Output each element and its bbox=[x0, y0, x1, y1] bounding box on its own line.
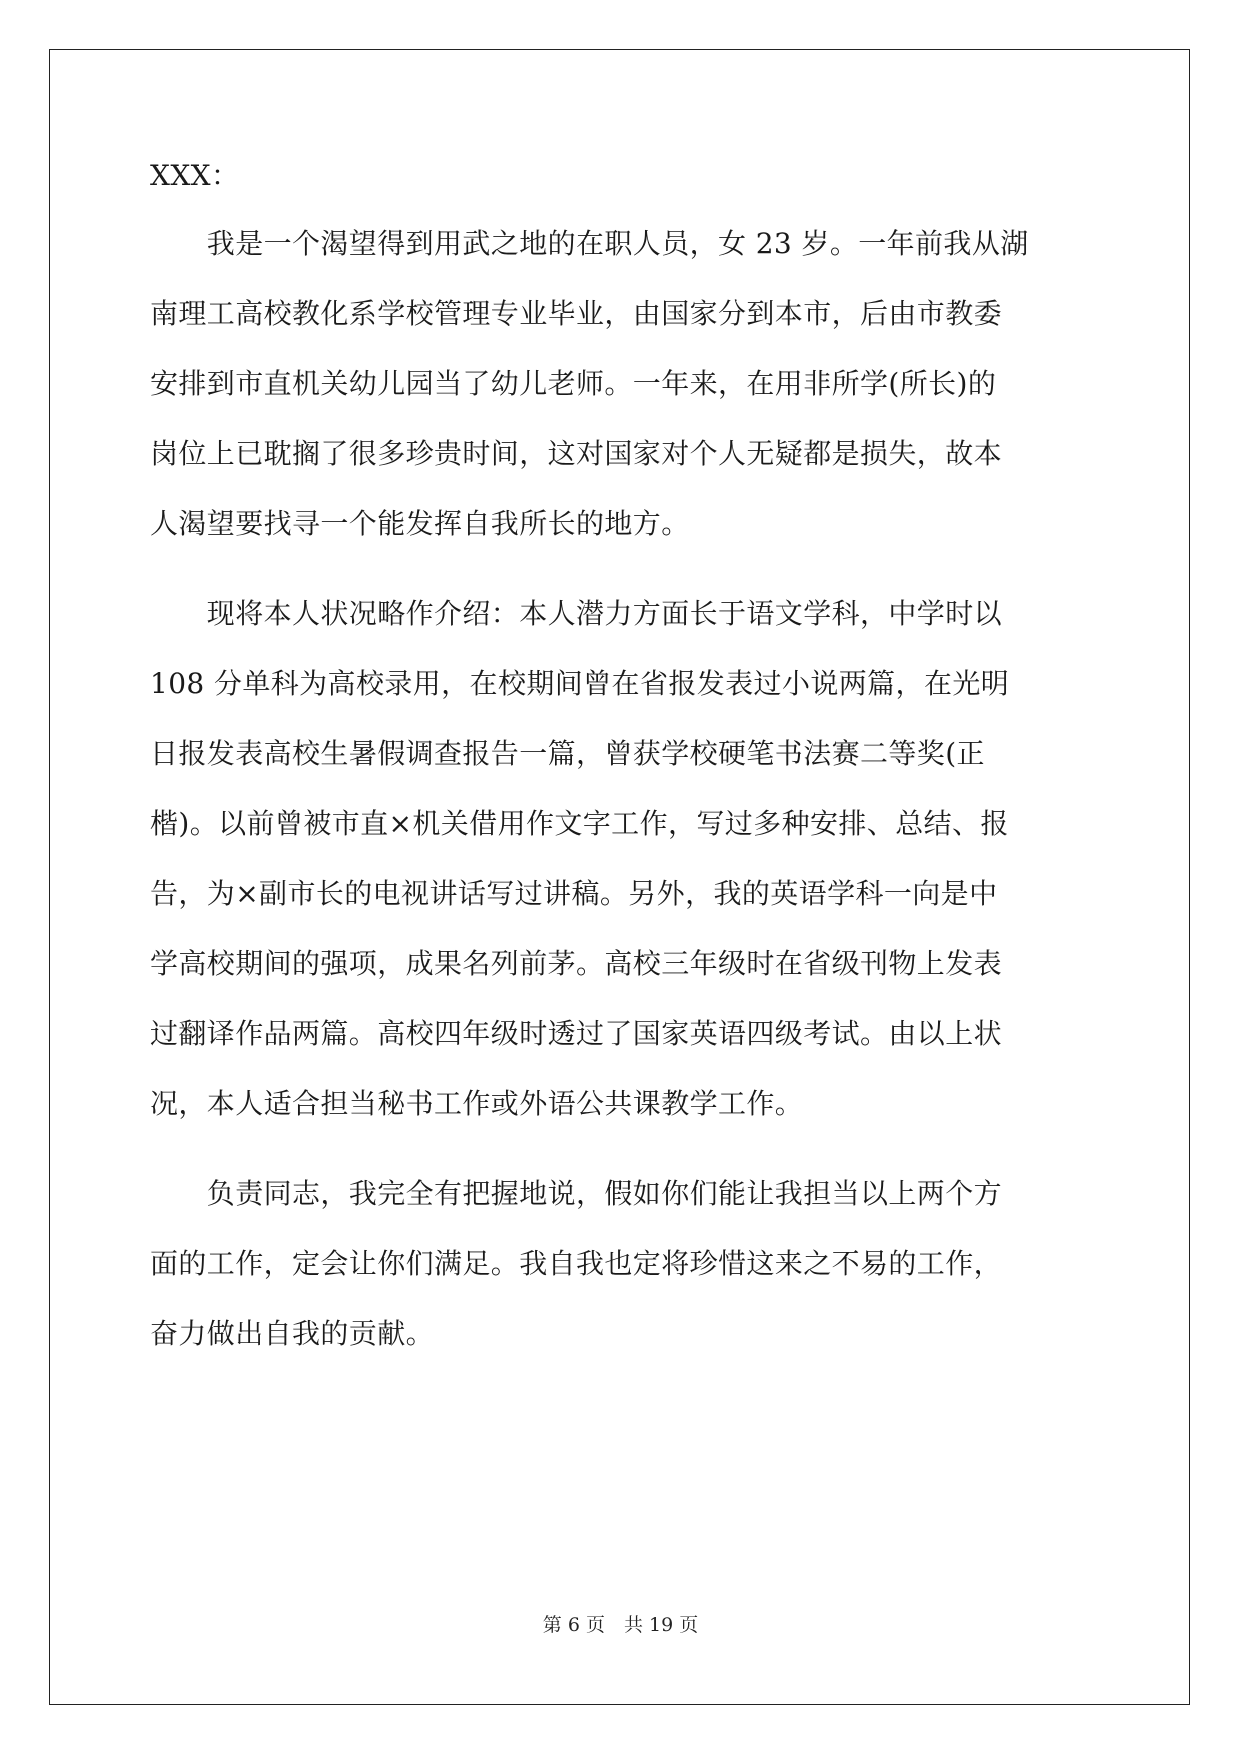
text-line: 告，为×副市长的电视讲话写过讲稿。另外，我的英语学科一向是中 bbox=[150, 877, 998, 910]
text-line: 我是一个渴望得到用武之地的在职人员，女 23 岁。一年前我从湖 bbox=[150, 227, 1029, 260]
page-number-footer: 第 6 页 共 19 页 bbox=[542, 1614, 699, 1636]
text-line: 面的工作，定会让你们满足。我自我也定将珍惜这来之不易的工作， bbox=[150, 1247, 1003, 1280]
text-line: 安排到市直机关幼儿园当了幼儿老师。一年来，在用非所学(所长)的 bbox=[150, 367, 997, 400]
text-line: 楷)。以前曾被市直×机关借用作文字工作，写过多种安排、总结、报 bbox=[150, 807, 1009, 840]
text-line: 108 分单科为高校录用，在校期间曾在省报发表过小说两篇，在光明 bbox=[150, 667, 1010, 700]
text-line: 日报发表高校生暑假调查报告一篇，曾获学校硬笔书法赛二等奖(正 bbox=[150, 737, 985, 770]
text-line: 奋力做出自我的贡献。 bbox=[150, 1317, 435, 1350]
text-line: 南理工高校教化系学校管理专业毕业，由国家分到本市，后由市教委 bbox=[150, 297, 1003, 330]
text-line: 学高校期间的强项，成果名列前茅。高校三年级时在省级刊物上发表 bbox=[150, 947, 1003, 980]
text-line: 负责同志，我完全有把握地说，假如你们能让我担当以上两个方 bbox=[150, 1177, 1003, 1210]
text-line: 况，本人适合担当秘书工作或外语公共课教学工作。 bbox=[150, 1087, 804, 1120]
text-line: 人渴望要找寻一个能发挥自我所长的地方。 bbox=[150, 507, 690, 540]
text-line: 岗位上已耽搁了很多珍贵时间，这对国家对个人无疑都是损失，故本 bbox=[150, 437, 1003, 470]
text-line: 现将本人状况略作介绍：本人潜力方面长于语文学科，中学时以 bbox=[150, 597, 1003, 630]
salutation-line: XXX： bbox=[150, 159, 240, 192]
text-line: 过翻译作品两篇。高校四年级时透过了国家英语四级考试。由以上状 bbox=[150, 1017, 1003, 1050]
